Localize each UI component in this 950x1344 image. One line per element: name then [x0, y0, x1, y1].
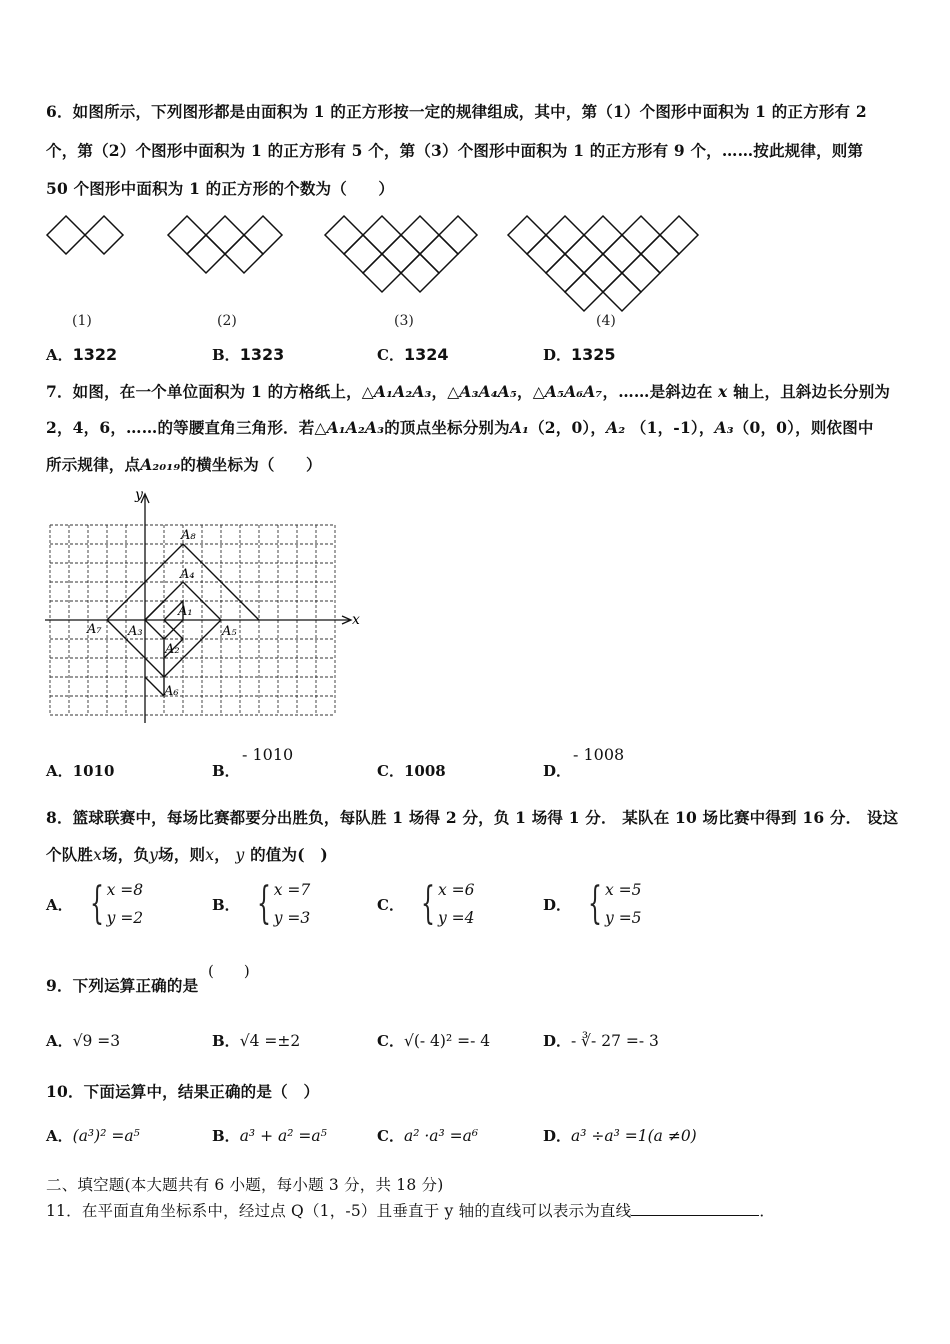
q6-fig-label-1: (1): [72, 313, 92, 329]
q6-pattern-2: [168, 216, 282, 273]
q7-label-A1: A₁: [178, 604, 193, 619]
q7-stem-line3: 所示规律，点A₂₀₁₉的横坐标为（ ）: [46, 455, 322, 474]
q6-option-a[interactable]: A．1322: [46, 345, 118, 364]
q7-option-b-value: - 1010: [242, 745, 294, 764]
q11-answer-blank[interactable]: [631, 1201, 759, 1216]
q6-option-d[interactable]: D．1325: [543, 345, 616, 364]
q6-pattern-1: [47, 216, 123, 254]
q10-option-d[interactable]: D．a³ ÷a³ =1(a ≠0): [543, 1127, 697, 1145]
q11-stem: 11．在平面直角坐标系中，经过点 Q（1，-5）且垂直于 y 轴的直线可以表示为直线 ．: [46, 1202, 776, 1220]
q7-label-A2: A₂: [165, 642, 180, 657]
q7-y-label: y: [135, 487, 143, 503]
q6-fig-label-3: (3): [394, 313, 414, 329]
q6-pattern-3: [325, 216, 477, 292]
q6-square-patterns-figure: [40, 205, 720, 315]
q7-label-A6: A₆: [164, 684, 179, 699]
q6-pattern-4: [508, 216, 698, 311]
q7-label-A8: A₈: [181, 528, 196, 543]
q6-option-b[interactable]: B．1323: [212, 345, 285, 364]
q7-option-d[interactable]: D．: [543, 762, 572, 780]
q7-coordinate-grid-figure: [40, 485, 370, 730]
q9-option-a[interactable]: A．√9 =3: [46, 1032, 121, 1050]
q7-label-A4: A₄: [180, 567, 195, 582]
q7-label-A7: A₇: [87, 622, 102, 637]
q6-fig-label-2: (2): [217, 313, 237, 329]
q8-stem-line1: 8．篮球联赛中，每场比赛都要分出胜负，每队胜 1 场得 2 分，负 1 场得 1 分． 某队在 10 场比赛中得到 16 分． 设这: [46, 808, 899, 827]
q8-option-a[interactable]: A． { x =8 y =2: [46, 878, 144, 929]
q7-option-d-value: - 1008: [573, 745, 625, 764]
q7-option-c[interactable]: C．1008: [377, 762, 446, 780]
q9-option-d[interactable]: D．- ∛- 27 =- 3: [543, 1032, 659, 1050]
q7-option-a[interactable]: A．1010: [46, 762, 115, 780]
q10-option-b[interactable]: B．a³ + a² =a⁵: [212, 1127, 327, 1145]
q10-option-a[interactable]: A．(a³)² =a⁵: [46, 1127, 140, 1145]
q8-option-d[interactable]: D． { x =5 y =5: [543, 878, 642, 929]
q6-stem-line2: 个，第（2）个图形中面积为 1 的正方形有 5 个，第（3）个图形中面积为 1 的正方形有 9 个，……按此规律，则第: [46, 141, 864, 160]
q10-stem: 10．下面运算中，结果正确的是（ ）: [46, 1082, 320, 1101]
q7-label-A3: A₃: [128, 624, 143, 639]
q8-option-c[interactable]: C． { x =6 y =4: [377, 878, 475, 929]
q9-option-c[interactable]: C．√(- 4)² =- 4: [377, 1032, 491, 1050]
q7-label-A5: A₅: [222, 624, 237, 639]
q7-stem-line1: 7．如图，在一个单位面积为 1 的方格纸上，△A₁A₂A₃，△A₃A₄A₅，△A₅A₆A₇，……是斜边在 x 轴上，且斜边长分别为: [46, 382, 891, 401]
q7-x-label: x: [352, 612, 360, 628]
q9-stem: 9．下列运算正确的是: [46, 976, 199, 995]
q8-stem-line2: 个队胜x场，负y场，则x， y 的值为( ): [46, 845, 328, 864]
section2-title: 二、填空题(本大题共有 6 小题，每小题 3 分，共 18 分): [46, 1176, 444, 1194]
q7-stem-line2: 2，4，6，……的等腰直角三角形．若△A₁A₂A₃的顶点坐标分别为A₁（2，0），A₂ （1，-1），A₃（0，0），则依图中: [46, 418, 874, 437]
q8-option-b[interactable]: B． { x =7 y =3: [212, 878, 311, 929]
q10-option-c[interactable]: C．a² ·a³ =a⁶: [377, 1127, 479, 1145]
q9-option-b[interactable]: B．√4 =±2: [212, 1032, 301, 1050]
q6-option-c[interactable]: C．1324: [377, 345, 449, 364]
q6-fig-label-4: (4): [596, 313, 616, 329]
q7-option-b[interactable]: B．: [212, 762, 240, 780]
q6-stem-line3: 50 个图形中面积为 1 的正方形的个数为（ ）: [46, 179, 395, 198]
q9-paren: ( ): [208, 962, 250, 980]
q6-stem-line1: 6．如图所示，下列图形都是由面积为 1 的正方形按一定的规律组成，其中，第（1）个图形中面积为 1 的正方形有 2: [46, 102, 867, 121]
